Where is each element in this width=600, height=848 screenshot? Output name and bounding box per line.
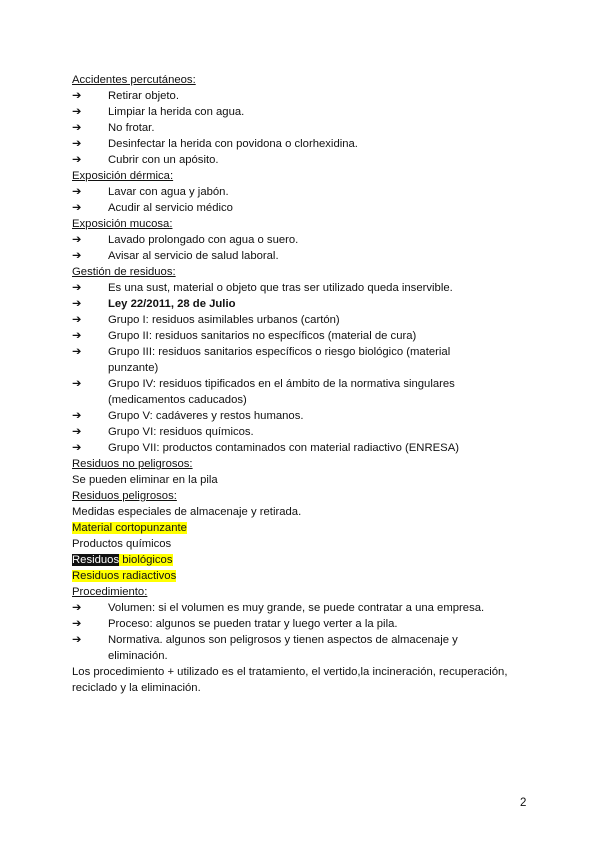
list-item: ➔ Es una sust, material o objeto que tras ser utilizado queda inservible.: [72, 282, 453, 294]
list-item: ➔ Lavado prolongado con agua o suero.: [72, 234, 299, 246]
arrow-right-icon: ➔: [72, 186, 82, 198]
body-text: Se pueden eliminar en la pila: [72, 474, 218, 486]
list-item: ➔ Grupo IV: residuos tipificados en el ámbito de la normativa singulares (medicamentos caducados): [72, 378, 455, 406]
list-item: ➔ Lavar con agua y jabón.: [72, 186, 229, 198]
list-item: ➔ Grupo II: residuos sanitarios no específicos (material de cura): [72, 330, 417, 342]
list-item: ➔ Desinfectar la herida con povidona o clorhexidina.: [72, 138, 358, 150]
arrow-right-icon: ➔: [72, 410, 82, 422]
arrow-right-icon: ➔: [72, 330, 82, 342]
arrow-right-icon: ➔: [72, 442, 82, 454]
arrow-right-icon: ➔: [72, 138, 82, 150]
heading-no-peligrosos: Residuos no peligrosos:: [72, 458, 193, 470]
arrow-right-icon: ➔: [72, 250, 82, 262]
heading-peligrosos: Residuos peligrosos:: [72, 490, 177, 502]
list-item: ➔ Proceso: algunos se pueden tratar y luego verter a la pila.: [72, 618, 398, 630]
arrow-right-icon: ➔: [72, 426, 82, 438]
arrow-right-icon: ➔: [72, 314, 82, 326]
list-item: ➔ Grupo V: cadáveres y restos humanos.: [72, 410, 304, 422]
body-text: Medidas especiales de almacenaje y retirada.: [72, 506, 302, 518]
list-item: ➔ Grupo VII: productos contaminados con material radiactivo (ENRESA): [72, 442, 459, 454]
arrow-right-icon: ➔: [72, 378, 82, 390]
list-item: ➔ Acudir al servicio médico: [72, 202, 233, 214]
arrow-right-icon: ➔: [72, 122, 82, 134]
heading-gestion: Gestión de residuos:: [72, 266, 176, 278]
list-item: ➔ Grupo I: residuos asimilables urbanos (cartón): [72, 314, 340, 326]
list-item: ➔ Limpiar la herida con agua.: [72, 106, 245, 118]
arrow-right-icon: ➔: [72, 346, 82, 358]
arrow-right-icon: ➔: [72, 298, 82, 310]
list-item: ➔ Avisar al servicio de salud laboral.: [72, 250, 279, 262]
arrow-right-icon: ➔: [72, 154, 82, 166]
page-number: 2: [520, 797, 527, 809]
heading-accidentes: Accidentes percutáneos:: [72, 74, 196, 86]
arrow-right-icon: ➔: [72, 234, 82, 246]
document-body: [72, 72, 542, 696]
type-radiactivos: Residuos radiactivos: [72, 570, 177, 582]
list-item: ➔ Grupo III: residuos sanitarios específicos o riesgo biológico (material punzante): [72, 346, 451, 374]
type-quimicos: Productos químicos: [72, 538, 172, 550]
list-item: ➔ Normativa. algunos son peligrosos y tienen aspectos de almacenaje y eliminación.: [72, 634, 458, 662]
list-item: ➔ Grupo VI: residuos químicos.: [72, 426, 254, 438]
heading-mucosa: Exposición mucosa:: [72, 218, 173, 230]
arrow-right-icon: ➔: [72, 106, 82, 118]
type-biologicos: Residuos biológicos: [72, 554, 173, 566]
arrow-right-icon: ➔: [72, 282, 82, 294]
closing-paragraph: Los procedimiento + utilizado es el tratamiento, el vertido,la incineración, recuperación, reciclado y la eliminación.: [72, 666, 508, 694]
arrow-right-icon: ➔: [72, 634, 82, 646]
list-item: ➔ No frotar.: [72, 122, 155, 134]
heading-procedimiento: Procedimiento:: [72, 586, 148, 598]
list-item: ➔ Volumen: si el volumen es muy grande, se puede contratar a una empresa.: [72, 602, 485, 614]
arrow-right-icon: ➔: [72, 90, 82, 102]
list-item: ➔ Retirar objeto.: [72, 90, 179, 102]
arrow-right-icon: ➔: [72, 618, 82, 630]
type-cortopunzante: Material cortopunzante: [72, 522, 187, 534]
arrow-right-icon: ➔: [72, 202, 82, 214]
heading-dermica: Exposición dérmica:: [72, 170, 174, 182]
arrow-right-icon: ➔: [72, 602, 82, 614]
list-item: ➔ Cubrir con un apósito.: [72, 154, 219, 166]
list-item: ➔ Ley 22/2011, 28 de Julio: [72, 298, 236, 310]
